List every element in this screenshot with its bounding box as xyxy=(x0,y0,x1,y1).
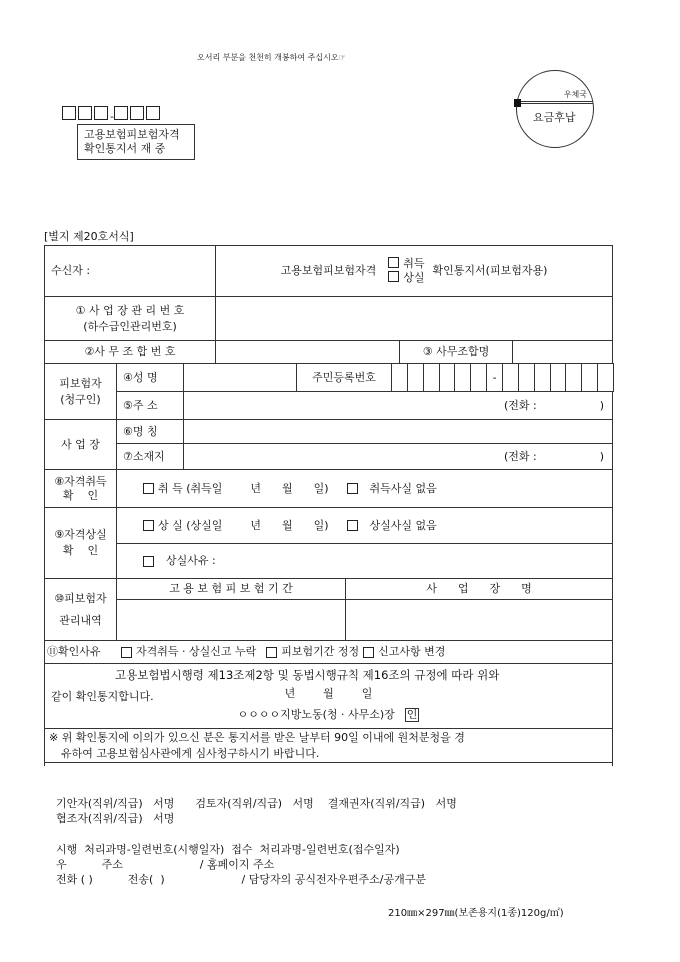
wp-name-field[interactable] xyxy=(183,419,613,444)
rrn-digit-cell[interactable] xyxy=(581,363,598,392)
name-label: ④성 명 xyxy=(116,363,184,392)
rrn-digit-cell[interactable] xyxy=(597,363,614,392)
rrn-digit-cell[interactable] xyxy=(391,363,408,392)
loss-opt-checkbox[interactable] xyxy=(143,520,154,531)
recipient-cell[interactable]: 수신자 : xyxy=(44,245,216,297)
reason1-checkbox[interactable] xyxy=(121,647,132,658)
union-no-label: ②사 무 조 합 번 호 xyxy=(44,340,216,364)
acq-field: 취 득 (취득일 년 월 일) 취득사실 없음 xyxy=(116,469,613,508)
rrn-digit-cell[interactable] xyxy=(502,363,519,392)
statement-line1: 고용보험법시행령 제13조제2항 및 동법시행규칙 제16조의 규정에 따라 위와 xyxy=(115,668,500,682)
workplace-label: 사 업 장 xyxy=(44,419,117,470)
reason3-checkbox[interactable] xyxy=(363,647,374,658)
acq-checkbox[interactable] xyxy=(143,483,154,494)
acquire-checkbox[interactable] xyxy=(388,257,399,268)
reason2-checkbox[interactable] xyxy=(266,647,277,658)
address-field[interactable] xyxy=(183,391,613,420)
name-field[interactable] xyxy=(183,363,297,392)
union-name-field[interactable] xyxy=(512,340,613,364)
history-workplace-header: 사 업 장 명 xyxy=(345,578,613,600)
loss-field: 상 실 (상실일 년 월 일) 상실사실 없음 xyxy=(116,507,613,544)
loss-none-checkbox[interactable] xyxy=(347,520,358,531)
history-period-field[interactable] xyxy=(116,599,346,641)
rrn-digit-cell[interactable] xyxy=(454,363,471,392)
loss-reason-checkbox[interactable] xyxy=(143,556,154,567)
form-number: [별지 제20호서식] xyxy=(44,230,134,243)
rrn-digit-cell[interactable] xyxy=(423,363,440,392)
phone-label: (전화 : ) xyxy=(504,449,604,463)
open-hint: 오서리 부분을 천천히 개봉하여 주십시오☞ xyxy=(197,53,346,62)
rrn-label: 주민등록번호 xyxy=(296,363,392,392)
acq-none-checkbox[interactable] xyxy=(347,483,358,494)
union-name-label: ③ 사무조합명 xyxy=(399,340,513,364)
rrn-dash: - xyxy=(486,363,503,392)
phone-label: (전화 : ) xyxy=(504,398,604,412)
history-period-header: 고 용 보 험 피 보 험 기 간 xyxy=(116,578,346,600)
biz-no-field[interactable] xyxy=(215,296,613,341)
rrn-digit-cell[interactable] xyxy=(407,363,424,392)
wp-loc-field[interactable] xyxy=(183,443,613,470)
statement-date: 년 월 일 xyxy=(284,687,373,700)
form-title: 고용보험피보험자격 취득 상실 확인통지서(피보험자용) xyxy=(215,245,613,297)
loss-reason-field[interactable]: 상실사유 : xyxy=(116,543,613,579)
loss-checkbox[interactable] xyxy=(388,271,399,282)
union-no-field[interactable] xyxy=(215,340,400,364)
reason-label: ⑪확인사유 xyxy=(47,645,101,658)
reason-row: ⑪확인사유 자격취득 · 상실신고 누락 피보험기간 정정 신고사항 변경 xyxy=(44,640,613,664)
appeal-notice: ※ 위 확인통지에 이의가 있으신 분은 통지서를 받은 날부터 90일 이내에 원처분청을 경 유하여 고용보험심사관에게 심사청구하시기 바랍니다. xyxy=(44,728,613,763)
rrn-digit-cell[interactable] xyxy=(518,363,535,392)
postal-code-boxes: - xyxy=(62,106,162,123)
enforcement-lines: 시행 처리과명-일련번호(시행일자) 접수 처리과명-일련번호(접수일자) 우 주소 / 홈페이지 주소 전화 ( ) 전송( ) / 담당자의 공식전자우편주소/공개구분 xyxy=(56,843,426,886)
rrn-digit-cell[interactable] xyxy=(534,363,551,392)
rrn-digit-cell[interactable] xyxy=(550,363,567,392)
acq-label: ⑧자격취득 확 인 xyxy=(44,469,117,508)
postage-stamp: 우체국 요금후납 xyxy=(516,70,594,148)
insured-label: 피보험자 (청구인) xyxy=(44,363,117,420)
statement-line2: 같이 확인통지합니다. xyxy=(51,690,154,703)
history-workplace-field[interactable] xyxy=(345,599,613,641)
approval-lines: 기안자(직위/직급) 서명 검토자(직위/직급) 서명 결재권자(직위/직급) 서명 협조자(직위/직급) 서명 xyxy=(56,797,457,825)
address-label: ⑤주 소 xyxy=(116,391,184,420)
wp-name-label: ⑥명 칭 xyxy=(116,419,184,444)
seal-mark: 인 xyxy=(406,708,418,721)
biz-no-label: ① 사 업 장 관 리 번 호 (하수급인관리번호) xyxy=(44,296,216,341)
loss-label: ⑨자격상실 확 인 xyxy=(44,507,117,579)
rrn-digit-cell[interactable] xyxy=(470,363,487,392)
rrn-digit-cell[interactable] xyxy=(565,363,582,392)
paper-spec: 210㎜×297㎜(보존용지(1종)120g/㎡) xyxy=(388,908,564,919)
wp-loc-label: ⑦소재지 xyxy=(116,443,184,470)
notice-box: 고용보험피보험자격 확인통지서 재 중 xyxy=(77,124,195,160)
history-label: ⑩피보험자 관리내역 xyxy=(44,578,117,641)
issuer: ㅇㅇㅇㅇ지방노동(청 · 사무소)장 인 xyxy=(237,708,418,721)
rrn-digit-cell[interactable] xyxy=(439,363,456,392)
